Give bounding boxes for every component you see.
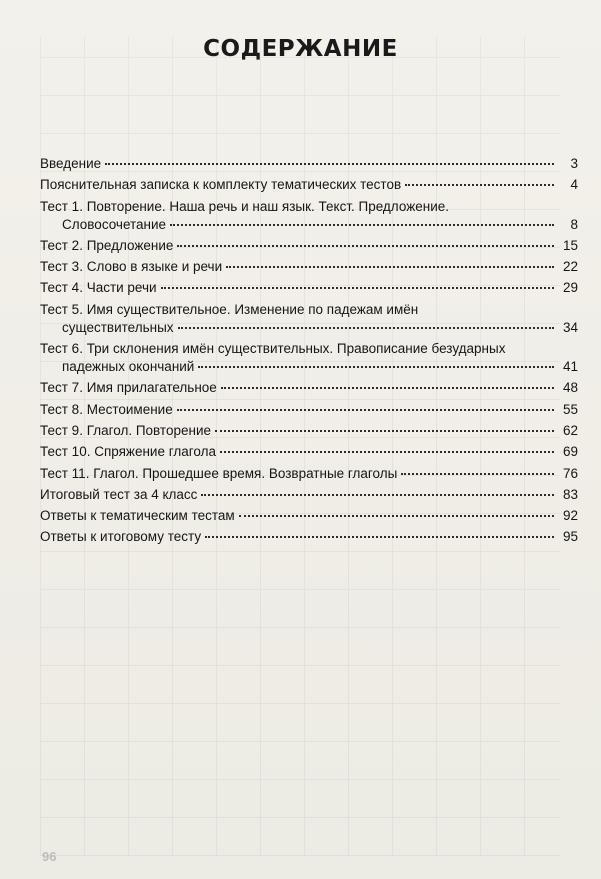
toc-entry (40, 237, 578, 255)
toc-entry (40, 258, 578, 276)
dot-leader (201, 494, 554, 496)
toc-entry-page-number: 55 (562, 401, 578, 417)
dot-leader (177, 245, 554, 247)
dot-leader (161, 287, 554, 289)
toc-entry (40, 422, 578, 440)
toc-entry (40, 155, 578, 173)
dot-leader (405, 184, 554, 186)
toc-entry-page-number: 92 (562, 508, 578, 524)
toc-entry (40, 401, 578, 419)
dot-leader (239, 515, 554, 517)
toc-entry-row (40, 176, 578, 194)
toc-entry-row (40, 401, 578, 419)
table-of-contents (40, 155, 578, 550)
dot-leader (401, 473, 554, 475)
toc-entry (40, 176, 578, 194)
toc-entry-row (40, 486, 578, 504)
toc-entry-title-continuation: Словосочетание (62, 216, 167, 232)
toc-entry-row (40, 216, 578, 234)
toc-entry-row (40, 155, 578, 173)
toc-entry-page-number: 95 (562, 529, 578, 545)
toc-entry (40, 507, 578, 525)
dot-leader (170, 224, 554, 226)
toc-entry-page-number: 15 (562, 237, 578, 253)
toc-entry-row (40, 358, 578, 376)
toc-entry (40, 340, 578, 376)
toc-entry (40, 379, 578, 397)
toc-entry-title: Тест 8. Местоимение (40, 401, 173, 417)
toc-entry-page-number: 41 (562, 359, 578, 375)
toc-entry (40, 279, 578, 297)
toc-entry-title: Ответы к итоговому тесту (40, 529, 202, 545)
toc-entry (40, 198, 578, 234)
toc-entry-row (40, 319, 578, 337)
dot-leader (177, 409, 554, 411)
dot-leader (205, 536, 554, 538)
toc-entry (40, 486, 578, 504)
toc-entry-title: Тест 2. Предложение (40, 237, 174, 253)
dot-leader (226, 266, 554, 268)
toc-entry (40, 301, 578, 337)
toc-entry-page-number: 69 (562, 444, 578, 460)
toc-entry-title-line: Тест 1. Повторение. Наша речь и наш язык. Текст. Предложение. (40, 198, 449, 214)
toc-entry-title: Тест 3. Слово в языке и речи (40, 259, 223, 275)
toc-entry (40, 443, 578, 461)
toc-entry (40, 465, 578, 483)
toc-entry-page-number: 3 (570, 156, 578, 171)
toc-entry-row (40, 237, 578, 255)
toc-entry-row (40, 528, 578, 546)
toc-entry-row (40, 507, 578, 525)
toc-entry-page-number: 4 (570, 177, 578, 193)
toc-entry-page-number: 29 (562, 280, 578, 296)
dot-leader (221, 387, 554, 389)
toc-entry-page-number: 8 (570, 216, 578, 232)
toc-entry-title: Пояснительная записка к комплекту тематических тестов (40, 177, 402, 193)
toc-entry-page-number: 76 (562, 465, 578, 481)
toc-entry-title: Тест 9. Глагол. Повторение (40, 422, 211, 438)
dot-leader (220, 451, 554, 453)
toc-entry-title-line: Тест 5. Имя существительное. Изменение по падежам имён (40, 301, 419, 317)
toc-entry-title: Тест 11. Глагол. Прошедшее время. Возвратные глаголы (40, 465, 398, 481)
toc-entry (40, 528, 578, 546)
toc-entry-title: Итоговый тест за 4 класс (40, 486, 198, 502)
toc-entry-title: Тест 7. Имя прилагательное (40, 380, 217, 396)
toc-entry-title-continuation: существительных (62, 319, 174, 335)
dot-leader (178, 327, 554, 329)
toc-entry-title: Введение (40, 156, 102, 171)
toc-entry-row (40, 465, 578, 483)
dot-leader (215, 430, 554, 432)
toc-entry-page-number: 34 (562, 319, 578, 335)
toc-entry-title: Ответы к тематическим тестам (40, 508, 235, 524)
toc-entry-row (40, 422, 578, 440)
toc-entry-title-continuation: падежных окончаний (62, 359, 195, 375)
toc-entry-row (40, 379, 578, 397)
toc-entry-title: Тест 10. Спряжение глагола (40, 444, 216, 460)
dot-leader (198, 366, 554, 368)
dot-leader (105, 163, 554, 165)
page-number: 96 (42, 849, 57, 864)
toc-entry-title-line: Тест 6. Три склонения имён существительных. Правописание безударных (40, 341, 506, 357)
toc-entry-row (40, 279, 578, 297)
toc-entry-page-number: 48 (562, 380, 578, 396)
page-title: СОДЕРЖАНИЕ (203, 36, 398, 62)
toc-entry-row (40, 258, 578, 276)
toc-entry-row (40, 443, 578, 461)
toc-entry-page-number: 22 (562, 259, 578, 275)
toc-entry-page-number: 62 (562, 422, 578, 438)
toc-entry-title: Тест 4. Части речи (40, 280, 157, 296)
toc-entry-page-number: 83 (562, 486, 578, 502)
